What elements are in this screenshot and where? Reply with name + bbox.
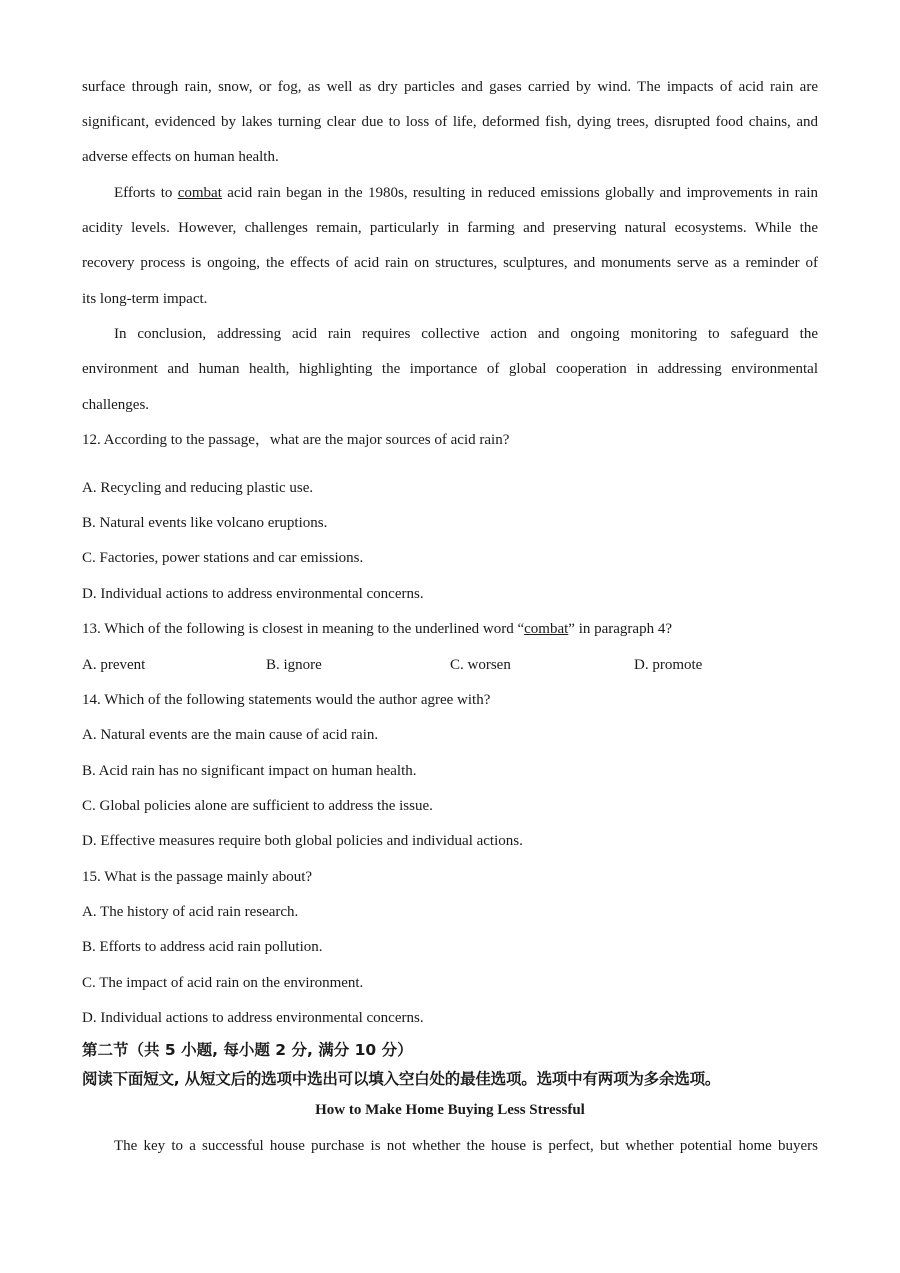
passage-line: challenges. bbox=[82, 397, 150, 413]
answer-option: D. Effective measures require both global policies and individual actions. bbox=[82, 833, 523, 849]
question-stem: 13. Which of the following is closest in meaning to the underlined word “combat” in paragraph 4? bbox=[82, 621, 672, 637]
answer-option: D. Individual actions to address environmental concerns. bbox=[82, 586, 424, 602]
answer-option: A. prevent bbox=[82, 657, 146, 673]
section-instruction: 阅读下面短文, 从短文后的选项中选出可以填入空白处的最佳选项。选项中有两项为多余选项。 bbox=[82, 1070, 721, 1088]
question-stem: 14. Which of the following statements would the author agree with? bbox=[82, 692, 491, 708]
section-heading: 第二节（共 5 小题, 每小题 2 分, 满分 10 分） bbox=[82, 1041, 413, 1059]
answer-option: A. Natural events are the main cause of acid rain. bbox=[82, 727, 379, 743]
passage-line: adverse effects on human health. bbox=[82, 149, 279, 165]
passage-line: environment and human health, highlighting the importance of global cooperation in addressing environmental bbox=[82, 361, 818, 377]
passage-line: surface through rain, snow, or fog, as well as dry particles and gases carried by wind. The impacts of acid rain are bbox=[82, 79, 818, 95]
passage-line: In conclusion, addressing acid rain requires collective action and ongoing monitoring to safeguard the bbox=[114, 326, 818, 342]
answer-option: D. promote bbox=[634, 657, 703, 673]
answer-option: B. Natural events like volcano eruptions. bbox=[82, 515, 328, 531]
answer-option: A. The history of acid rain research. bbox=[82, 904, 299, 920]
passage-line: its long-term impact. bbox=[82, 291, 208, 307]
passage-line: acidity levels. However, challenges remain, particularly in farming and preserving natural ecosystems. While the bbox=[82, 220, 818, 236]
answer-option: C. Factories, power stations and car emissions. bbox=[82, 550, 364, 566]
underlined-word: combat bbox=[524, 621, 569, 637]
question-stem: 15. What is the passage mainly about? bbox=[82, 869, 313, 885]
passage-line: recovery process is ongoing, the effects of acid rain on structures, sculptures, and monuments serve as a reminder of bbox=[82, 255, 818, 271]
question-stem: 12. According to the passage，what are the major sources of acid rain? bbox=[82, 432, 510, 448]
answer-option: B. ignore bbox=[266, 657, 322, 673]
answer-option: D. Individual actions to address environmental concerns. bbox=[82, 1010, 424, 1026]
answer-option: C. Global policies alone are sufficient to address the issue. bbox=[82, 798, 433, 814]
answer-option: C. worsen bbox=[450, 657, 511, 673]
passage-title: How to Make Home Buying Less Stressful bbox=[315, 1102, 585, 1118]
answer-option: C. The impact of acid rain on the environment. bbox=[82, 975, 364, 991]
passage-line: The key to a successful house purchase is not whether the house is perfect, but whether potential home buyers bbox=[114, 1138, 818, 1154]
passage-line: significant, evidenced by lakes turning clear due to loss of life, deformed fish, dying trees, disrupted food chains, and bbox=[82, 114, 818, 130]
answer-option: B. Acid rain has no significant impact on human health. bbox=[82, 763, 417, 779]
passage-line: Efforts to combat acid rain began in the 1980s, resulting in reduced emissions globally and improvements in rain bbox=[114, 185, 818, 201]
answer-option: A. Recycling and reducing plastic use. bbox=[82, 480, 314, 496]
answer-option: B. Efforts to address acid rain pollution. bbox=[82, 939, 323, 955]
underlined-word: combat bbox=[177, 185, 222, 201]
